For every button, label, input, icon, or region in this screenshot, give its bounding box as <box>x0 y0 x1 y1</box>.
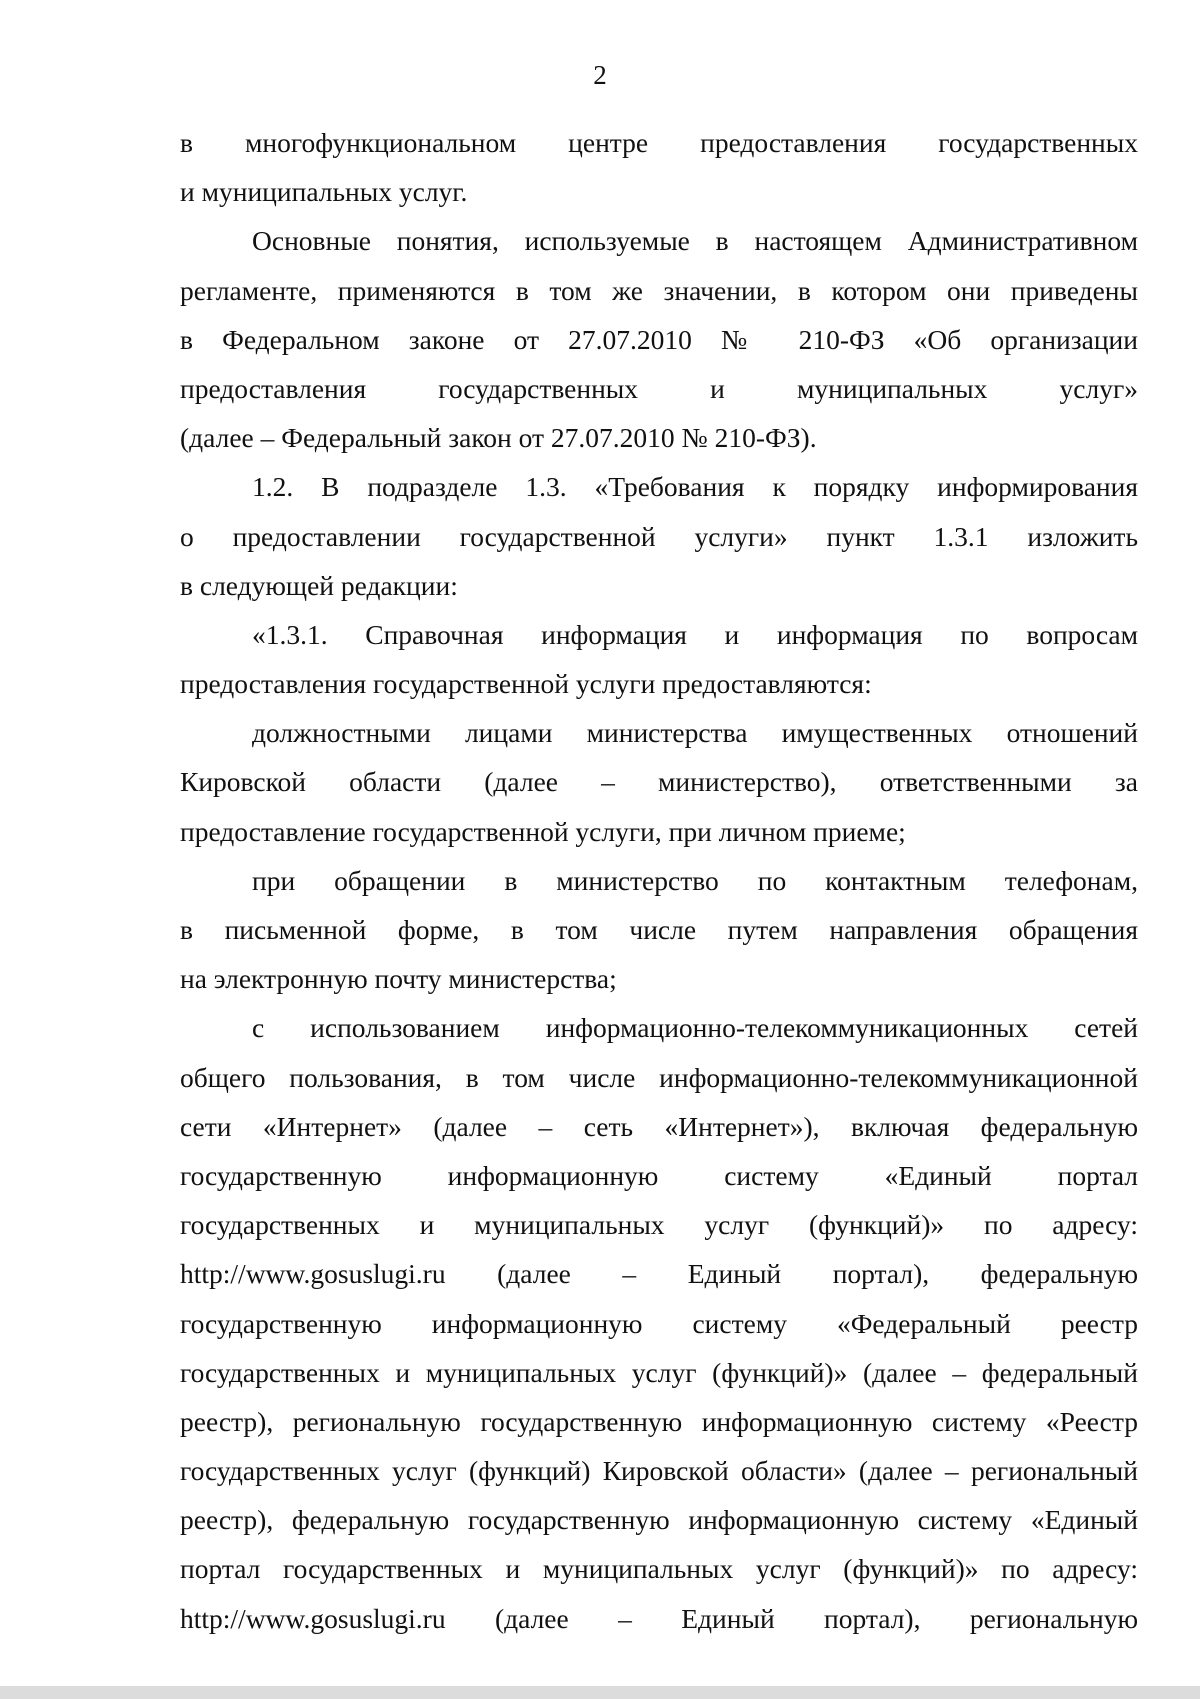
page-number: 2 <box>593 60 607 90</box>
text-line: в следующей редакции: <box>180 569 458 601</box>
text-line: на электронную почту министерства; <box>180 963 617 995</box>
page-bottom-edge <box>0 1686 1200 1699</box>
text-line: реестр), региональную государственную информационную систему «Реестр <box>180 1405 1138 1437</box>
text-line: общего пользования, в том числе информационно-телекоммуникационной <box>180 1061 1138 1093</box>
text-line: государственных и муниципальных услуг (функций)» по адресу: <box>180 1209 1138 1241</box>
text-line: о предоставлении государственной услуги» пункт 1.3.1 изложить <box>180 520 1138 552</box>
document-body <box>180 118 1138 1643</box>
text-line: предоставления государственных и муниципальных услуг» <box>180 372 1138 404</box>
text-line: сети «Интернет» (далее – сеть «Интернет»), включая федеральную <box>180 1110 1138 1142</box>
text-line: государственную информационную систему «Единый портал <box>180 1159 1138 1191</box>
text-line: портал государственных и муниципальных услуг (функций)» по адресу: <box>180 1553 1138 1585</box>
text-line: 1.2. В подразделе 1.3. «Требования к порядку информирования <box>252 471 1138 503</box>
text-line: и муниципальных услуг. <box>180 176 468 208</box>
text-line: государственных услуг (функций) Кировской области» (далее – региональный <box>180 1455 1138 1487</box>
text-line: http://www.gosuslugi.ru (далее – Единый портал), федеральную <box>180 1258 1138 1290</box>
text-line: с использованием информационно-телекоммуникационных сетей <box>252 1012 1138 1044</box>
text-line: государственную информационную систему «Федеральный реестр <box>180 1307 1138 1339</box>
text-line: http://www.gosuslugi.ru (далее – Единый портал), региональную <box>180 1602 1138 1634</box>
text-line: предоставление государственной услуги, при личном приеме; <box>180 815 906 847</box>
text-line: государственных и муниципальных услуг (функций)» (далее – федеральный <box>180 1356 1138 1388</box>
text-line: должностными лицами министерства имущественных отношений <box>252 717 1138 749</box>
text-line: регламенте, применяются в том же значении, в котором они приведены <box>180 274 1138 306</box>
text-line: при обращении в министерство по контактным телефонам, <box>252 864 1138 896</box>
text-line: предоставления государственной услуги предоставляются: <box>180 668 872 700</box>
text-line: Основные понятия, используемые в настоящем Административном <box>252 225 1138 257</box>
text-line: в письменной форме, в том числе путем направления обращения <box>180 914 1138 945</box>
text-line: (далее – Федеральный закон от 27.07.2010 № 210-ФЗ). <box>180 422 817 454</box>
text-line: Кировской области (далее – министерство), ответственными за <box>180 766 1138 798</box>
text-line: в Федеральном законе от 27.07.2010 № 210-ФЗ «Об организации <box>180 323 1138 355</box>
text-line: реестр), федеральную государственную информационную систему «Единый <box>180 1504 1138 1536</box>
text-line: в многофункциональном центре предоставления государственных <box>180 127 1138 158</box>
text-line: «1.3.1. Справочная информация и информация по вопросам <box>252 618 1138 650</box>
